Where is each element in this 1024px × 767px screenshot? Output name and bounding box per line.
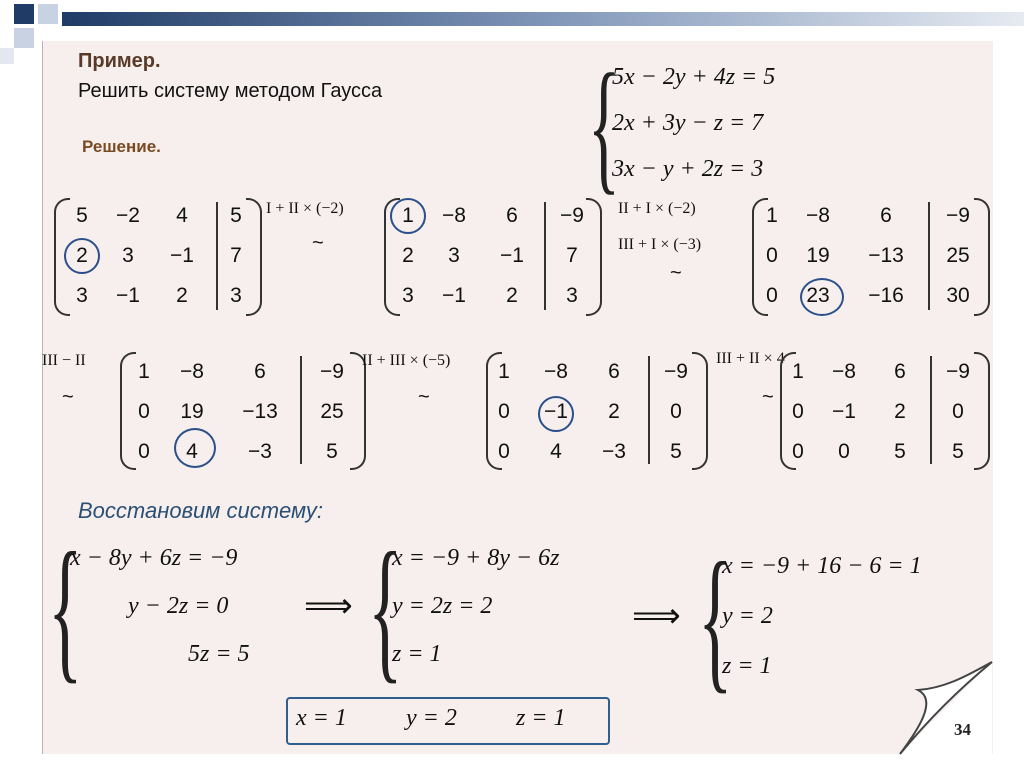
- pivot-circle: [538, 396, 574, 432]
- m5-cell: 0: [670, 400, 682, 423]
- m2-cell: 2: [402, 244, 414, 267]
- m2-cell: −9: [560, 204, 584, 227]
- implies-arrow: ⟹: [632, 596, 681, 636]
- matrix-1: [54, 198, 262, 316]
- restore-label: Восстановим систему:: [78, 498, 323, 523]
- m6-cell: 0: [952, 400, 964, 423]
- op-label: III + I × (−3): [618, 236, 702, 253]
- answer-x: x = 1: [296, 705, 347, 731]
- m5-cell: 2: [608, 400, 620, 423]
- op-label: III − II: [42, 352, 86, 369]
- system-eq-2: 2x + 3y − z = 7: [612, 110, 764, 136]
- m5-cell: 6: [608, 360, 620, 383]
- m4-cell: −13: [242, 400, 278, 423]
- m3-cell: 0: [766, 244, 778, 267]
- m3-cell: −9: [946, 204, 970, 227]
- m5-cell: −9: [664, 360, 688, 383]
- implies-arrow: ⟹: [304, 586, 353, 626]
- op-label: III + II × 4: [716, 350, 785, 367]
- m1-cell: 3: [122, 244, 134, 267]
- slide-subtitle: Решить систему методом Гаусса: [78, 80, 383, 102]
- m2-cell: −1: [442, 284, 466, 307]
- m1-cell: 7: [230, 244, 242, 267]
- matrix-2: [384, 198, 602, 316]
- answer-z: z = 1: [516, 705, 566, 731]
- system-eq-3: 3x − y + 2z = 3: [612, 156, 764, 182]
- tilde-sign: ~: [762, 386, 774, 408]
- matrix-5: [486, 352, 708, 470]
- system-brace: {: [368, 519, 403, 697]
- system-brace: {: [48, 519, 83, 697]
- m2-cell: 2: [506, 284, 518, 307]
- m2-cell: 6: [506, 204, 518, 227]
- m3-cell: 23: [806, 284, 830, 307]
- m4-cell: 0: [138, 440, 150, 463]
- m1-cell: 2: [176, 284, 188, 307]
- m2-cell: −8: [442, 204, 466, 227]
- m3-cell: −16: [868, 284, 904, 307]
- system-eq-1: 5x − 2y + 4z = 5: [612, 64, 776, 90]
- m2-cell: 7: [566, 244, 578, 267]
- m1-cell: −1: [116, 284, 140, 307]
- sys1-eq-1: x − 8y + 6z = −9: [70, 545, 238, 571]
- m2-cell: 3: [402, 284, 414, 307]
- sys2-eq-1: x = −9 + 8y − 6z: [392, 545, 560, 571]
- answer-y: y = 2: [406, 705, 457, 731]
- m2-cell: 3: [448, 244, 460, 267]
- answer-box: [286, 697, 610, 745]
- m6-cell: 0: [792, 440, 804, 463]
- m4-cell: −8: [180, 360, 204, 383]
- sys2-eq-2: y = 2z = 2: [392, 593, 493, 619]
- m6-cell: 5: [952, 440, 964, 463]
- m1-cell: 5: [230, 204, 242, 227]
- m4-cell: 4: [186, 440, 198, 463]
- header-bar: [62, 12, 1024, 26]
- tilde-sign: ~: [670, 262, 682, 284]
- m3-cell: −8: [806, 204, 830, 227]
- m6-cell: −1: [832, 400, 856, 423]
- tilde-sign: ~: [62, 386, 74, 408]
- m5-cell: 4: [550, 440, 562, 463]
- m6-cell: 1: [792, 360, 804, 383]
- m1-cell: 5: [76, 204, 88, 227]
- m3-cell: 6: [880, 204, 892, 227]
- m5-cell: −3: [602, 440, 626, 463]
- m6-cell: 0: [838, 440, 850, 463]
- m1-cell: 3: [230, 284, 242, 307]
- m4-cell: 19: [180, 400, 204, 423]
- m4-cell: −3: [248, 440, 272, 463]
- m4-cell: 0: [138, 400, 150, 423]
- matrix-4: [120, 352, 366, 470]
- m3-cell: 0: [766, 284, 778, 307]
- m2-cell: 1: [402, 204, 414, 227]
- m4-cell: −9: [320, 360, 344, 383]
- op-label: I + II × (−2): [266, 200, 344, 217]
- m3-cell: −13: [868, 244, 904, 267]
- op-label: II + III × (−5): [362, 352, 451, 369]
- pivot-circle: [174, 428, 216, 468]
- m3-cell: 1: [766, 204, 778, 227]
- decor-square: [14, 4, 34, 24]
- pivot-circle: [390, 198, 426, 234]
- sys3-eq-2: y = 2: [722, 603, 773, 629]
- m4-cell: 5: [326, 440, 338, 463]
- m1-cell: 3: [76, 284, 88, 307]
- decor-square: [0, 48, 14, 64]
- matrix-6: [780, 352, 990, 470]
- pivot-circle: [800, 278, 844, 316]
- m6-cell: −8: [832, 360, 856, 383]
- m6-cell: −9: [946, 360, 970, 383]
- m1-cell: −2: [116, 204, 140, 227]
- sys1-eq-2: y − 2z = 0: [128, 593, 229, 619]
- pivot-circle: [64, 238, 100, 274]
- sys2-eq-3: z = 1: [392, 641, 442, 667]
- m3-cell: 19: [806, 244, 830, 267]
- m5-cell: −1: [544, 400, 568, 423]
- slide-title: Пример.: [78, 50, 161, 72]
- m4-cell: 6: [254, 360, 266, 383]
- m1-cell: 2: [76, 244, 88, 267]
- m6-cell: 5: [894, 440, 906, 463]
- sys1-eq-3: 5z = 5: [188, 641, 250, 667]
- sys3-eq-3: z = 1: [722, 653, 772, 679]
- m6-cell: 2: [894, 400, 906, 423]
- m4-cell: 25: [320, 400, 344, 423]
- m6-cell: 0: [792, 400, 804, 423]
- tilde-sign: ~: [312, 232, 324, 254]
- page-number: 34: [954, 720, 971, 739]
- op-label: II + I × (−2): [618, 200, 696, 217]
- m5-cell: 5: [670, 440, 682, 463]
- sys3-eq-1: x = −9 + 16 − 6 = 1: [722, 553, 922, 579]
- m5-cell: 0: [498, 400, 510, 423]
- m2-cell: 3: [566, 284, 578, 307]
- m2-cell: −1: [500, 244, 524, 267]
- decor-square: [14, 28, 34, 48]
- m4-cell: 1: [138, 360, 150, 383]
- page-curl-icon: [898, 660, 994, 756]
- decor-square: [38, 4, 58, 24]
- matrix-3: [752, 198, 990, 316]
- m5-cell: −8: [544, 360, 568, 383]
- m5-cell: 0: [498, 440, 510, 463]
- m1-cell: −1: [170, 244, 194, 267]
- m5-cell: 1: [498, 360, 510, 383]
- m3-cell: 25: [946, 244, 970, 267]
- system-brace: {: [588, 44, 620, 208]
- tilde-sign: ~: [418, 386, 430, 408]
- solution-label: Решение.: [82, 137, 161, 156]
- m3-cell: 30: [946, 284, 970, 307]
- m6-cell: 6: [894, 360, 906, 383]
- m1-cell: 4: [176, 204, 188, 227]
- system-brace: {: [698, 529, 733, 707]
